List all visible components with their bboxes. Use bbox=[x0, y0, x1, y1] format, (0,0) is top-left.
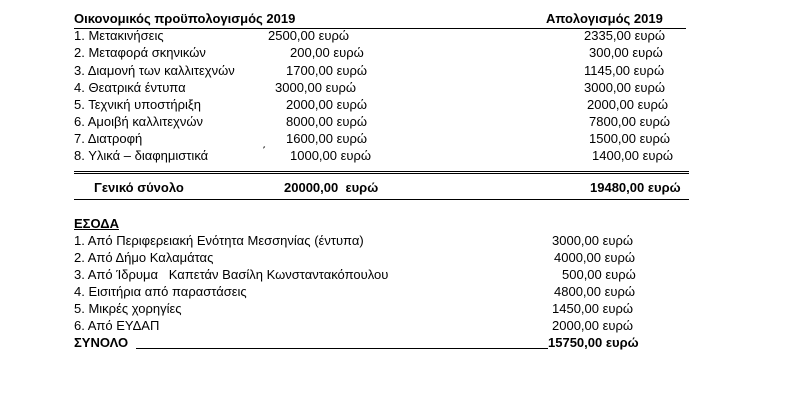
income-title: ΕΣΟΔΑ bbox=[74, 216, 119, 231]
income-item-label: 6. Από ΕΥΔΑΠ bbox=[74, 318, 160, 333]
income-total-amount: 15750,00 ευρώ bbox=[548, 335, 639, 350]
income-item-amount: 4000,00 ευρώ bbox=[554, 250, 636, 265]
income-total-fill-line bbox=[136, 348, 548, 349]
grand-total-budget: 20000,00 ευρώ bbox=[284, 180, 379, 195]
budget-item-actual: 1400,00 ευρώ bbox=[592, 148, 674, 163]
budget-item-label: 4. Θεατρικά έντυπα bbox=[74, 80, 186, 95]
budget-title: Οικονομικός προϋπολογισμός 2019 bbox=[74, 11, 296, 26]
income-item-amount: 500,00 ευρώ bbox=[562, 267, 636, 282]
budget-item-label: 6. Αμοιβή καλλιτεχνών bbox=[74, 114, 203, 129]
budget-item-planned: 8000,00 ευρώ bbox=[286, 114, 368, 129]
income-item-label: 1. Από Περιφερειακή Ενότητα Μεσσηνίας (έντυπα) bbox=[74, 233, 364, 248]
grand-total-underline bbox=[74, 199, 689, 200]
budget-item-actual: 1500,00 ευρώ bbox=[589, 131, 671, 146]
budget-item-label: 1. Μετακινήσεις bbox=[74, 28, 164, 43]
stray-accent-mark: ΄ bbox=[262, 144, 267, 159]
grand-total-label: Γενικό σύνολο bbox=[94, 180, 184, 195]
budget-item-actual: 7800,00 ευρώ bbox=[589, 114, 671, 129]
budget-item-actual: 1145,00 ευρώ bbox=[584, 63, 665, 78]
report-title: Απολογισμός 2019 bbox=[546, 11, 663, 26]
budget-item-planned: 2500,00 ευρώ bbox=[268, 28, 350, 43]
budget-item-planned: 2000,00 ευρώ bbox=[286, 97, 368, 112]
income-item-amount: 4800,00 ευρώ bbox=[554, 284, 636, 299]
income-item-label: 4. Εισιτήρια από παραστάσεις bbox=[74, 284, 247, 299]
income-item-amount: 2000,00 ευρώ bbox=[552, 318, 634, 333]
grand-total-actual: 19480,00 ευρώ bbox=[590, 180, 681, 195]
budget-item-planned: 1600,00 ευρώ bbox=[286, 131, 368, 146]
income-item-amount: 1450,00 ευρώ bbox=[552, 301, 634, 316]
budget-item-actual: 2335,00 ευρώ bbox=[584, 28, 666, 43]
budget-item-planned: 3000,00 ευρώ bbox=[275, 80, 357, 95]
budget-item-planned: 1000,00 ευρώ bbox=[290, 148, 372, 163]
budget-item-actual: 300,00 ευρώ bbox=[589, 45, 663, 60]
total-separator-line-2 bbox=[74, 173, 689, 174]
budget-item-label: 2. Μεταφορά σκηνικών bbox=[74, 45, 206, 60]
income-item-label: 5. Μικρές χορηγίες bbox=[74, 301, 182, 316]
budget-item-actual: 2000,00 ευρώ bbox=[587, 97, 669, 112]
budget-item-planned: 200,00 ευρώ bbox=[290, 45, 364, 60]
income-item-amount: 3000,00 ευρώ bbox=[552, 233, 634, 248]
budget-item-actual: 3000,00 ευρώ bbox=[584, 80, 666, 95]
budget-item-planned: 1700,00 ευρώ bbox=[286, 63, 368, 78]
income-total-label: ΣΥΝΟΛΟ bbox=[74, 335, 129, 350]
budget-item-label: 5. Τεχνική υποστήριξη bbox=[74, 97, 201, 112]
income-item-label: 3. Από Ίδρυμα Καπετάν Βασίλη Κωνσταντακόπουλου bbox=[74, 267, 389, 282]
total-separator-line bbox=[74, 171, 689, 172]
budget-item-label: 3. Διαμονή των καλλιτεχνών bbox=[74, 63, 235, 78]
budget-item-label: 7. Διατροφή bbox=[74, 131, 143, 146]
income-item-label: 2. Από Δήμο Καλαμάτας bbox=[74, 250, 214, 265]
budget-item-label: 8. Υλικά – διαφημιστικά bbox=[74, 148, 209, 163]
